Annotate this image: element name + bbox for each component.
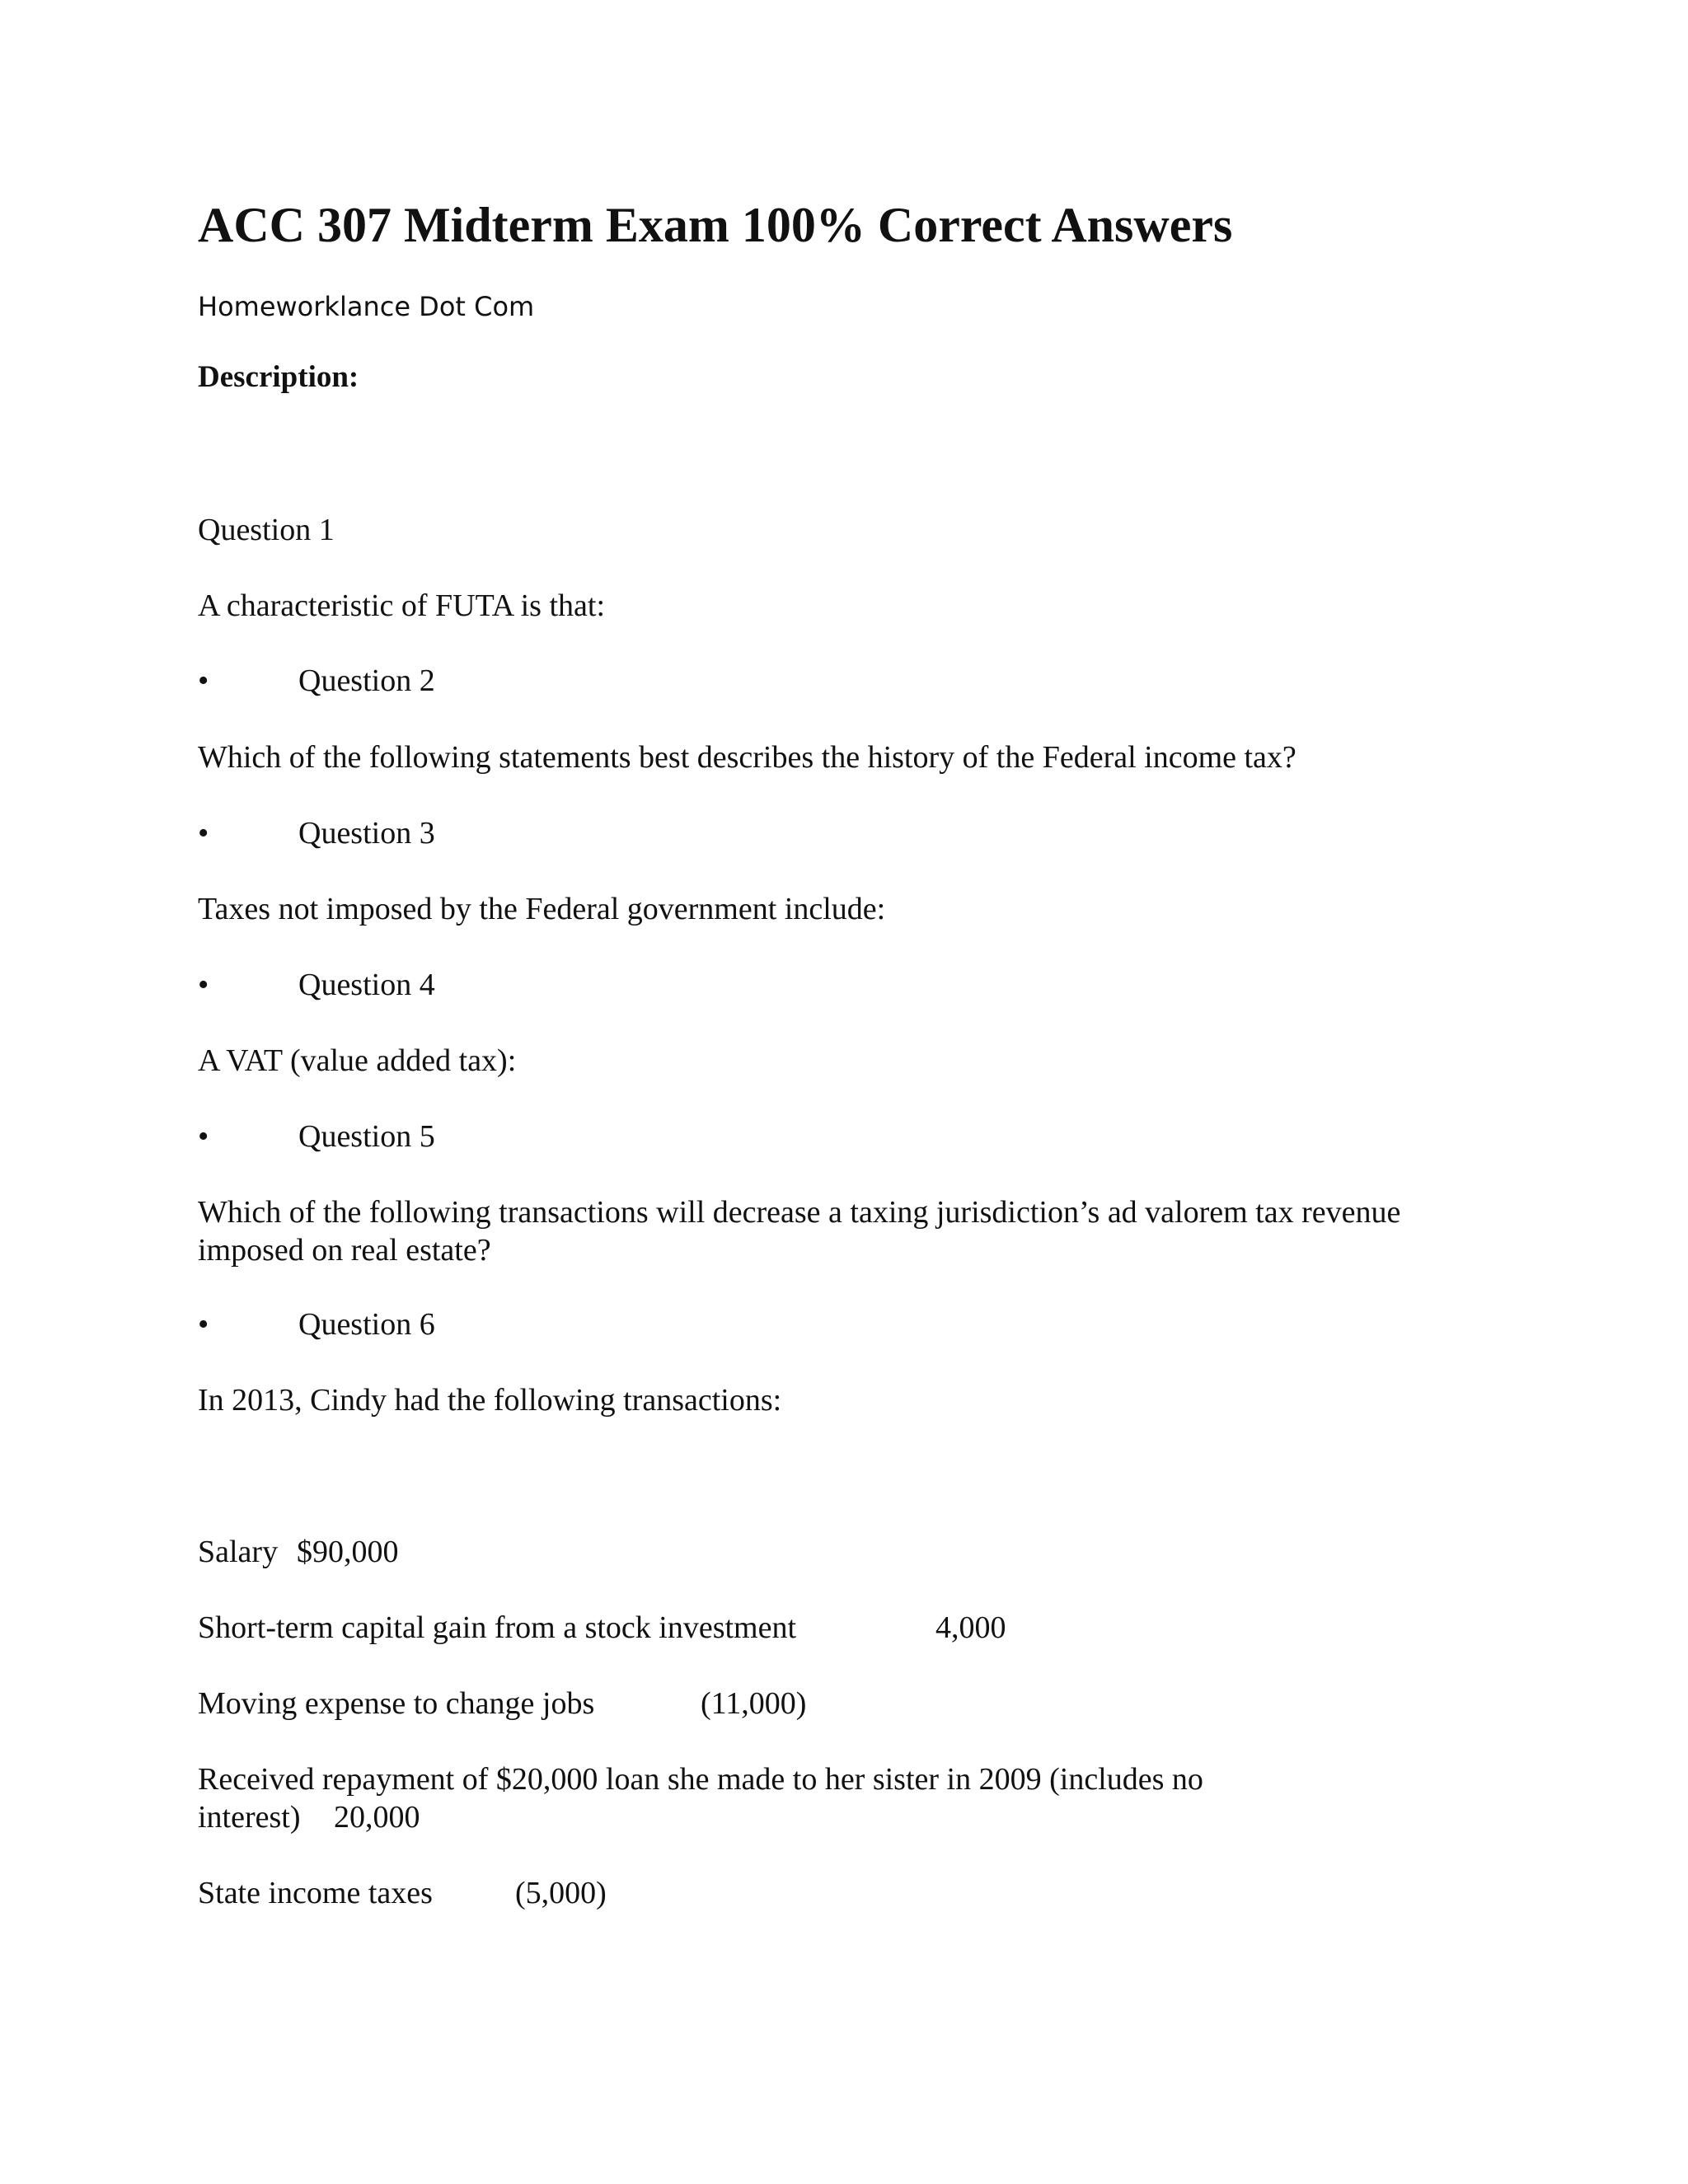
transaction-label-moving: Moving expense to change jobs: [198, 1686, 595, 1721]
question-1-label: Question 1: [198, 513, 335, 547]
question-6-text: In 2013, Cindy had the following transactions:: [198, 1383, 782, 1418]
question-1-text: A characteristic of FUTA is that:: [198, 588, 605, 623]
question-4-label: Question 4: [298, 968, 435, 1002]
transaction-amount-capital-gain: 4,000: [935, 1610, 1006, 1645]
question-5-bullet: •: [198, 1119, 209, 1154]
transaction-amount-repayment: 20,000: [334, 1800, 420, 1835]
question-2-label: Question 2: [298, 663, 435, 698]
document-subtitle: Homeworklance Dot Com: [198, 291, 535, 322]
question-2-bullet: •: [198, 663, 209, 698]
transaction-label-state-tax: State income taxes: [198, 1876, 433, 1910]
description-label: Description:: [198, 360, 359, 394]
transaction-amount-moving: (11,000): [701, 1686, 807, 1721]
question-4-bullet: •: [198, 968, 209, 1002]
transaction-amount-salary: $90,000: [297, 1535, 399, 1569]
transaction-label-salary: Salary: [198, 1535, 279, 1569]
question-3-bullet: •: [198, 816, 209, 851]
question-3-text: Taxes not imposed by the Federal government include:: [198, 892, 886, 926]
transaction-label-repayment: Received repayment of $20,000 loan she made to her sister in 2009 (includes no: [198, 1762, 1203, 1797]
question-5-text: Which of the following transactions will decrease a taxing jurisdiction’s ad valorem tax revenue imposed on real estate?: [198, 1195, 1401, 1268]
document-title: ACC 307 Midterm Exam 100% Correct Answers: [198, 198, 1233, 252]
question-6-label: Question 6: [298, 1307, 435, 1342]
question-5-label: Question 5: [298, 1119, 435, 1154]
transaction-label-repayment-cont: interest): [198, 1800, 301, 1835]
transaction-label-capital-gain: Short-term capital gain from a stock investment: [198, 1610, 797, 1645]
question-2-text: Which of the following statements best describes the history of the Federal income tax?: [198, 740, 1296, 775]
question-6-bullet: •: [198, 1307, 209, 1342]
question-3-label: Question 3: [298, 816, 435, 851]
transaction-amount-state-tax: (5,000): [515, 1876, 607, 1910]
question-4-text: A VAT (value added tax):: [198, 1043, 517, 1078]
